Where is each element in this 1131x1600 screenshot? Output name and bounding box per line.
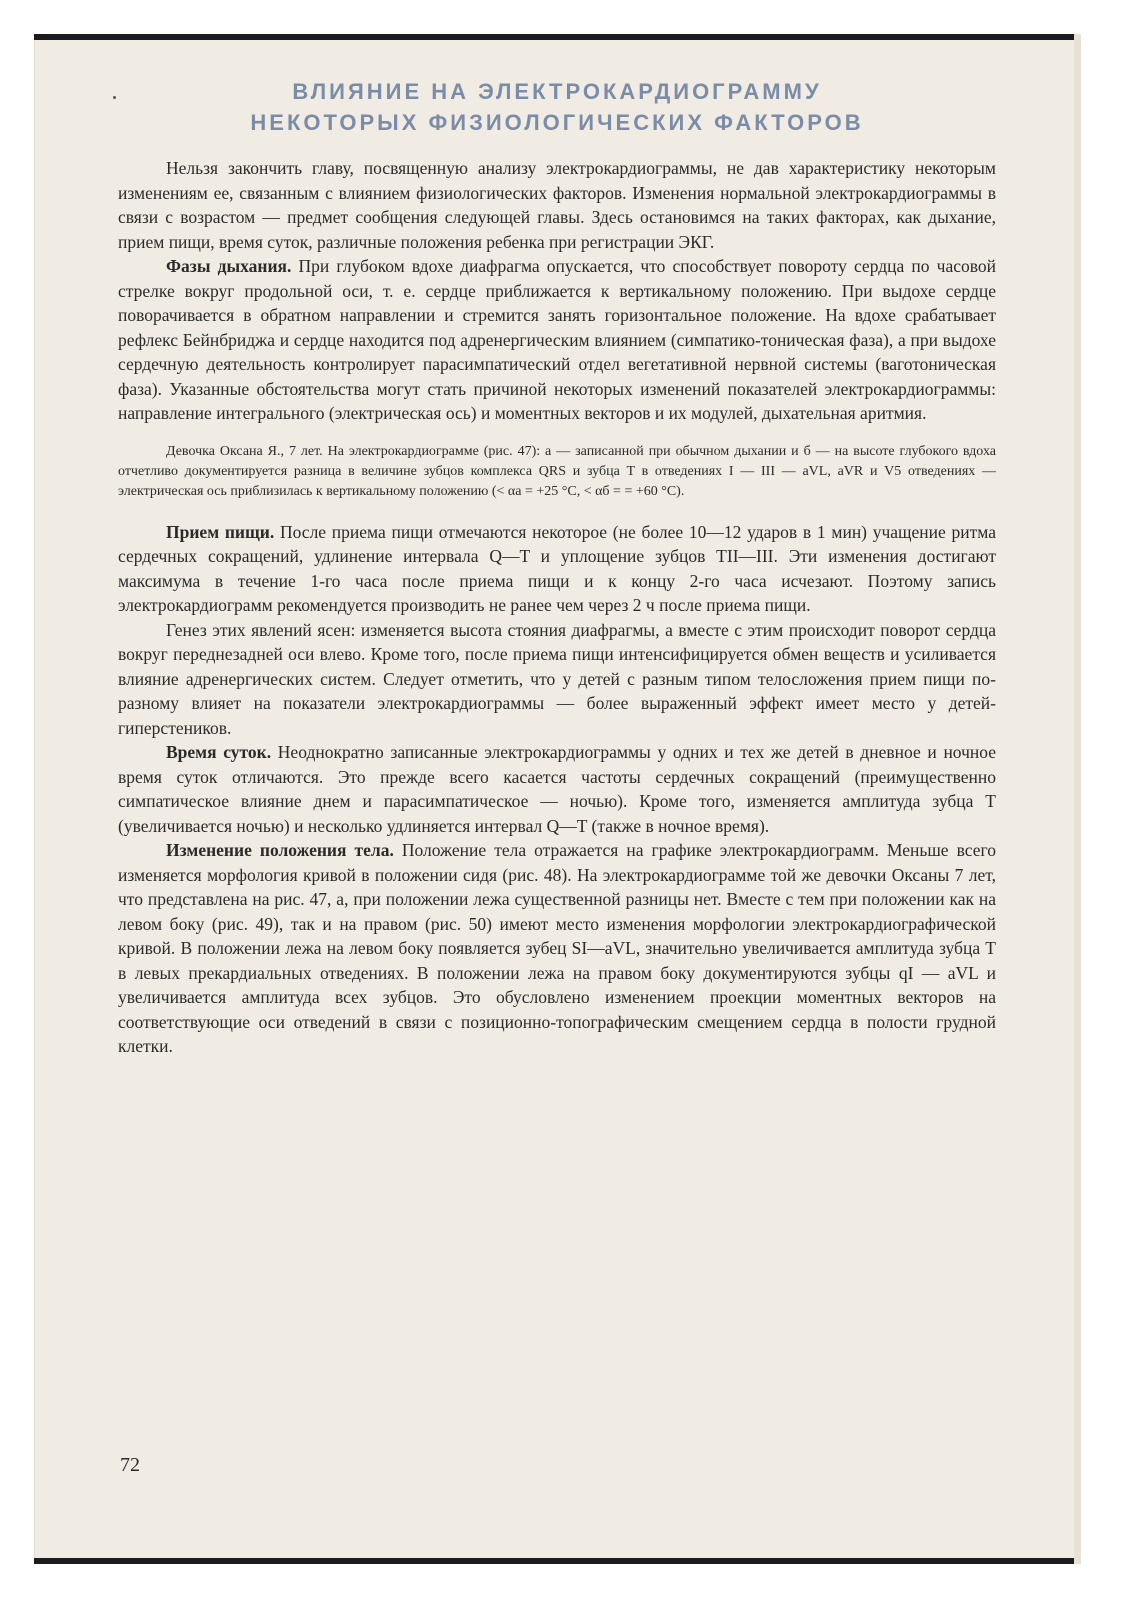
chapter-title-line-1: ВЛИЯНИЕ НА ЭЛЕКТРОКАРДИОГРАММУ [292, 79, 822, 104]
scan-edge-top [34, 34, 1081, 40]
intro-paragraph: Нельзя закончить главу, посвященную анализу электрокардиограммы, не дав характеристику некоторым изменениям ее, связанным с влиянием физиологических факторов. Изменения нормальной электрокардиограммы в связи с возрастом — предмет сообщения следующей главы. Здесь остановимся на таких факторах, как дыхание, прием пищи, время суток, различные положения ребенка при регистрации ЭКГ. [118, 158, 996, 252]
genesis-paragraph: Генез этих явлений ясен: изменяется высота стояния диафрагмы, а вместе с этим происходит поворот сердца вокруг переднезадней оси влево. Кроме того, после приема пищи интенсифицируется обмен веществ и усиливается влияние адренергических систем. Следует отметить, что у детей с разным типом телосложения прием пищи по-разному влияет на показатели электрокардиограммы — более выраженный эффект имеет место у детей-гиперстеников. [118, 619, 996, 738]
position-heading: Изменение положения тела. [166, 840, 394, 860]
food-heading: Прием пищи. [166, 521, 275, 542]
breathing-text: При глубоком вдохе диафрагма опускается, что способствует повороту сердца по часовой стрелке вокруг продольной оси, т. е. сердце приближается к вертикальному положению. При выдохе сердце поворачивается в обратном направлении и стремится занять горизонтальное положение. На вдохе срабатывает рефлекс Бейнбриджа и сердце находится под адренергическим влиянием (симпатико-тоническая фаза), а при выдохе сердечную деятельность контролирует парасимпатический отдел вегетативной нервной системы (ваготоническая фаза). Указанные обстоятельства могут стать причиной некоторых изменений показателей электрокардиограммы: направление интегрального (электрическая ось) и моментных векторов и их модулей, дыхательная аритмия. [118, 256, 996, 423]
case-note: Девочка Оксана Я., 7 лет. На электрокардиограмме (рис. 47): а — записанной при обычном дыхании и б — на высоте глубокого вдоха отчетливо документируется разница в величине зубцов комплекса QRS и зубца T в отведениях I — III — aVL, aVR и V5 отведениях — электрическая ось приблизилась к вертикальному положению (< αa = +25 °C, < αб = = +60 °C). [118, 443, 996, 499]
daytime-paragraph [118, 740, 996, 838]
print-speck [113, 96, 116, 99]
page-content [118, 76, 996, 1059]
scan-edge-bottom [34, 1558, 1081, 1564]
daytime-text: Неоднократно записанные электрокардиограммы у одних и тех же детей в дневное и ночное время суток отличаются. Это прежде всего касается частоты сердечных сокращений (преимущественно симпатическое влияние днем и парасимпатическое — ночью). Кроме того, изменяется амплитуда зубца T (увеличивается ночью) и несколько удлиняется интервал Q—T (также в ночное время). [118, 742, 997, 836]
chapter-title [118, 76, 996, 138]
breathing-heading: Фазы дыхания. [166, 256, 292, 276]
food-text: После приема пищи отмечаются некоторое (не более 10—12 ударов в 1 мин) учащение ритма сердечных сокращений, удлинение интервала Q—T и уплощение зубцов TII—III. Эти изменения достигают максимума в течение 1-го часа после приема пищи и к концу 2-го часа исчезают. Поэтому запись электрокардиограмм рекомендуется производить не ранее чем через 2 ч после приема пищи. [118, 521, 997, 615]
position-text: Положение тела отражается на графике электрокардиограмм. Меньше всего изменяется морфология кривой в положении сидя (рис. 48). На электрокардиограмме той же девочки Оксаны 7 лет, что представлена на рис. 47, а, при положении лежа существенной разницы нет. Вместе с тем при положении как на левом боку (рис. 49), так и на правом (рис. 50) имеют место изменения морфологии электрокардиографической кривой. В положении лежа на левом боку появляется зубец SI—aVL, значительно увеличивается амплитуда зубца T в левых прекардиальных отведениях. В положении лежа на правом боку документируются зубцы qI — aVL и увеличивается амплитуда всех зубцов. Это обусловлено изменением проекции моментных векторов на соответствующие оси отведений в связи с позиционно-топографическим смещением сердца в полости грудной клетки. [118, 840, 996, 1056]
food-paragraph [118, 520, 996, 618]
daytime-heading: Время суток. [166, 742, 272, 762]
breathing-paragraph [118, 254, 996, 426]
scan-edge-right [1074, 34, 1081, 1564]
position-paragraph [118, 838, 996, 1059]
page-number: 72 [120, 1454, 140, 1476]
chapter-title-line-2: НЕКОТОРЫХ ФИЗИОЛОГИЧЕСКИХ ФАКТОРОВ [250, 110, 864, 135]
